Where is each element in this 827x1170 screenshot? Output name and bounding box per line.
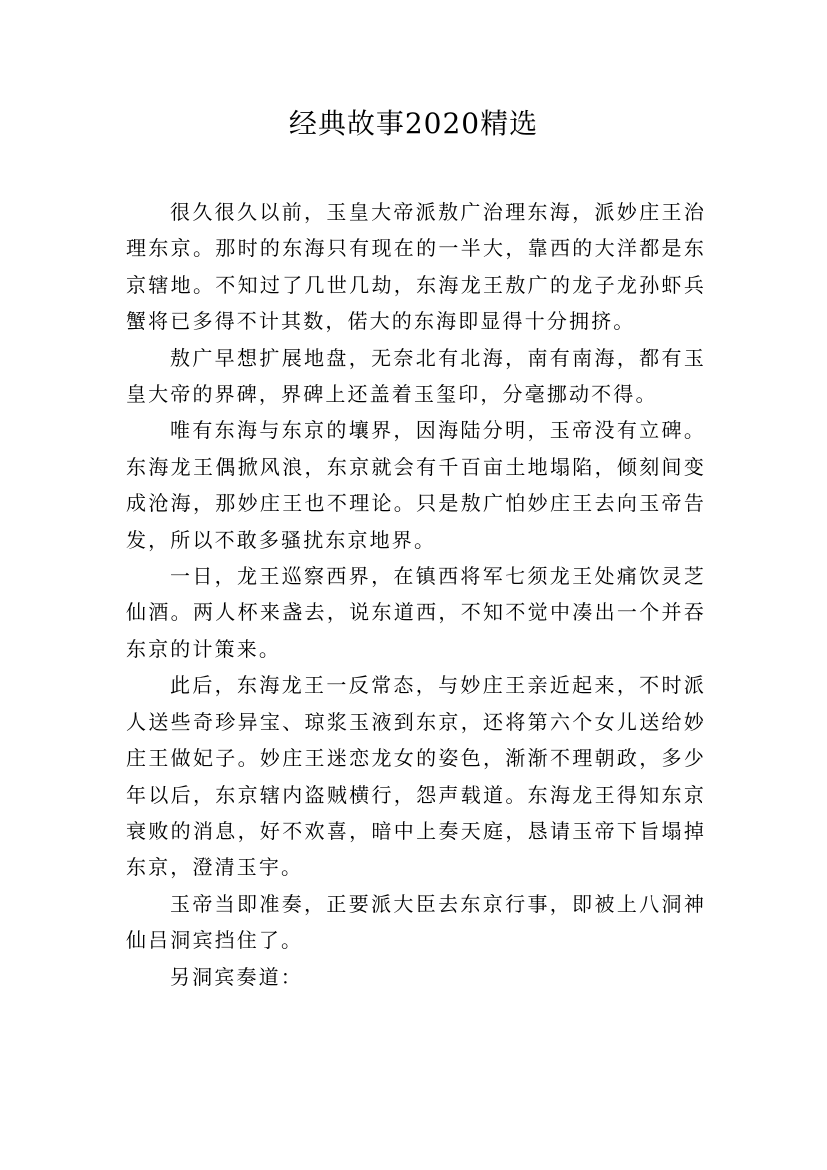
paragraph: 玉帝当即准奏，正要派大臣去东京行事，即被上八洞神仙吕洞宾挡住了。 bbox=[126, 891, 706, 953]
paragraph: 此后，东海龙王一反常态，与妙庄王亲近起来，不时派人送些奇珍异宝、琼浆玉液到东京，还将第六个女儿送给妙庄王做妃子。妙庄王迷恋龙女的姿色，渐渐不理朝政，多少年以后，东京辖内盗贼横行，怨声载道。东海龙王得知东京衰败的消息，好不欢喜，暗中上奏天庭，恳请玉帝下旨塌掉东京，澄清玉宇。 bbox=[126, 673, 706, 880]
paragraph: 很久很久以前，玉皇大帝派敖广治理东海，派妙庄王治理东京。那时的东海只有现在的一半大，靠西的大洋都是东京辖地。不知过了几世几劫，东海龙王敖广的龙子龙孙虾兵蟹将已多得不计其数，偌大的东海即显得十分拥挤。 bbox=[126, 200, 706, 334]
document-title: 经典故事2020精选 bbox=[288, 107, 539, 140]
paragraph: 一日，龙王巡察西界，在镇西将军七须龙王处痛饮灵芝仙酒。两人杯来盏去，说东道西，不知不觉中凑出一个并吞东京的计策来。 bbox=[126, 564, 706, 661]
document-body bbox=[126, 194, 706, 995]
paragraph: 唯有东海与东京的壤界，因海陆分明，玉帝没有立碑。东海龙王偶掀风浪，东京就会有千百亩土地塌陷，倾刻间变成沧海，那妙庄王也不理论。只是敖广怕妙庄王去向玉帝告发，所以不敢多骚扰东京地界。 bbox=[126, 418, 706, 552]
paragraph: 敖广早想扩展地盘，无奈北有北海，南有南海，都有玉皇大帝的界碑，界碑上还盖着玉玺印，分毫挪动不得。 bbox=[126, 345, 706, 407]
paragraph: 另洞宾奏道： bbox=[170, 964, 303, 989]
